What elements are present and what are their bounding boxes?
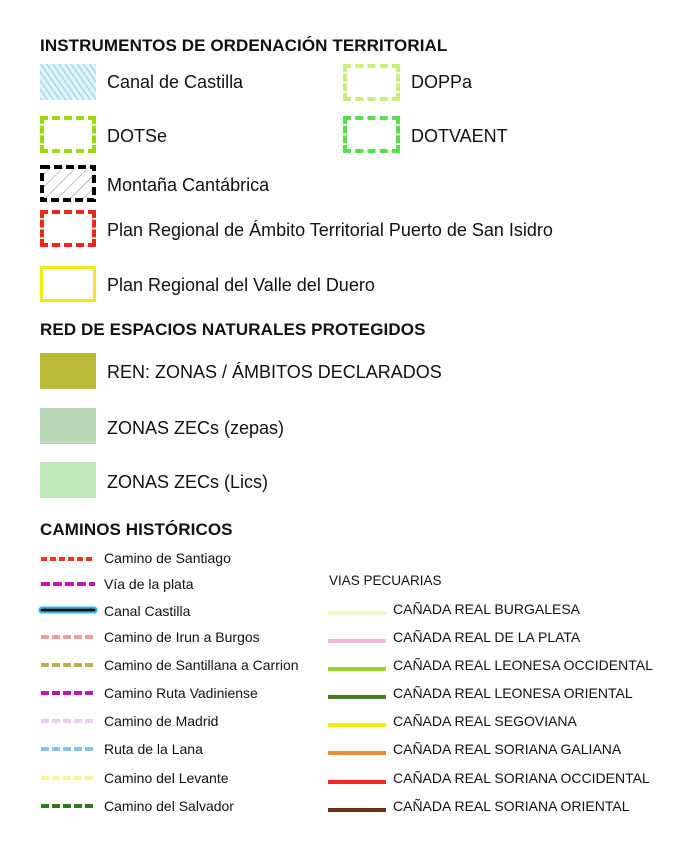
ren-fill-swatch [40,353,96,389]
legend-label-canada-plata: CAÑADA REAL DE LA PLATA [393,629,581,645]
legend-label-canada-burgalesa: CAÑADA REAL BURGALESA [393,601,580,617]
canada-segoviana-line [328,716,386,734]
legend-label-canal-castilla-line: Canal Castilla [104,603,191,619]
legend-label-zec-zepas: ZONAS ZECs (zepas) [107,418,285,438]
montana-cantabrica-hatched-swatch [40,165,96,202]
legend-label-valle-duero: Plan Regional del Valle del Duero [107,275,375,295]
dotvaent-dashed-swatch [343,116,400,153]
dotse-dashed-swatch [40,116,96,153]
valle-duero-outline-swatch [40,266,96,302]
canada-soriana-occidental-line [328,773,386,791]
zec-lics-fill-swatch [40,462,96,498]
canada-leonesa-oriental-line [328,688,386,706]
legend-label-zec-lics: ZONAS ZECs (Lics) [107,472,269,492]
san-isidro-dashed-swatch [40,210,96,247]
legend-label-canada-soriana-occidental: CAÑADA REAL SORIANA OCCIDENTAL [393,770,650,786]
section-title-red-espacios: RED DE ESPACIOS NATURALES PROTEGIDOS [40,320,426,339]
legend-label-montana-cantabrica: Montaña Cantábrica [107,175,270,195]
doppa-dashed-swatch [343,64,400,101]
camino-salvador-line [40,799,96,817]
section-title-vias-pecuarias: VIAS PECUARIAS [329,573,442,588]
legend-label-canada-segoviana: CAÑADA REAL SEGOVIANA [393,713,577,729]
zec-zepas-fill-swatch [40,408,96,444]
legend-label-via-plata: Vía de la plata [104,576,194,592]
legend-label-canada-soriana-oriental: CAÑADA REAL SORIANA ORIENTAL [393,798,630,814]
legend-label-ruta-lana: Ruta de la Lana [104,741,203,757]
canada-soriana-galiana-line [328,744,386,762]
legend-label-ren: REN: ZONAS / ÁMBITOS DECLARADOS [107,362,442,382]
section-title-caminos: CAMINOS HISTÓRICOS [40,520,233,539]
legend-label-camino-levante: Camino del Levante [104,770,229,786]
via-plata-line [40,577,96,595]
camino-madrid-line [40,714,96,732]
legend-label-camino-irun: Camino de Irun a Burgos [104,629,260,645]
canada-soriana-oriental-line [328,801,386,819]
legend-label-camino-madrid: Camino de Madrid [104,713,219,729]
legend-label-camino-salvador: Camino del Salvador [104,798,234,814]
legend-label-camino-santillana: Camino de Santillana a Carrion [104,657,299,673]
section-title-ordenacion: INSTRUMENTOS DE ORDENACIÓN TERRITORIAL [40,36,448,55]
camino-irun-line [40,630,96,648]
legend-label-canada-soriana-galiana: CAÑADA REAL SORIANA GALIANA [393,741,622,757]
legend-label-canada-leonesa-occidental: CAÑADA REAL LEONESA OCCIDENTAL [393,657,653,673]
legend-label-canada-leonesa-oriental: CAÑADA REAL LEONESA ORIENTAL [393,685,633,701]
canal-castilla-line [38,603,98,622]
canada-burgalesa-line [328,604,386,622]
legend-label-camino-vadiniense: Camino Ruta Vadiniense [104,685,258,701]
canada-plata-line [328,632,386,650]
canal-castilla-hatch-swatch [40,64,96,100]
legend-label-dotvaent: DOTVAENT [411,126,508,146]
camino-santiago-line [40,552,96,570]
camino-vadiniense-line [40,686,96,704]
camino-levante-line [40,771,96,789]
legend-label-doppa: DOPPa [411,72,473,92]
legend-label-canal-castilla: Canal de Castilla [107,72,244,92]
ruta-lana-line [40,742,96,760]
legend-label-camino-santiago: Camino de Santiago [104,550,231,566]
legend-label-san-isidro: Plan Regional de Ámbito Territorial Puerto de San Isidro [107,220,553,240]
canada-leonesa-occidental-line [328,660,386,678]
camino-santillana-line [40,658,96,676]
legend-label-dotse: DOTSe [107,126,168,146]
